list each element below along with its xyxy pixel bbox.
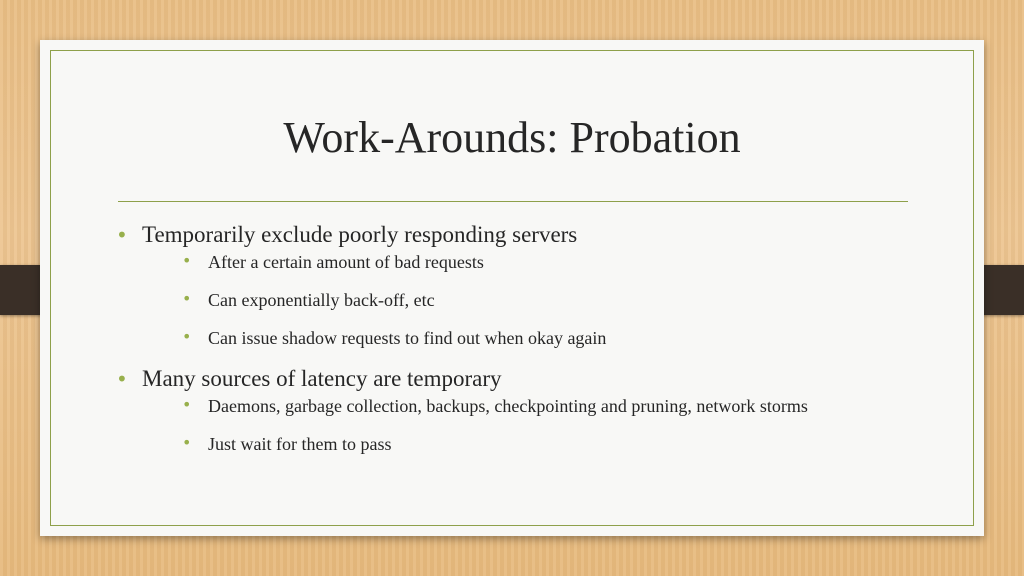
bullet-dot-icon: • [116,223,128,247]
bullet-dot-icon: • [116,367,128,391]
bullet-dot-icon: • [182,433,192,452]
sub-bullet-text: Just wait for them to pass [208,434,392,454]
bullet-text: Many sources of latency are temporary [142,366,502,391]
slide [40,40,984,536]
slide-title: Work-Arounds: Probation [283,113,741,162]
bullet-dot-icon: • [182,395,192,414]
bullet-dot-icon: • [182,251,192,270]
sub-bullet-text: Can issue shadow requests to find out when okay again [208,328,607,348]
slide-content [112,220,932,470]
bullet-item [112,364,932,456]
bullet-list [112,220,932,456]
bullet-dot-icon: • [182,289,192,308]
sub-bullet-item [170,394,932,418]
title-divider [118,201,908,202]
sub-bullet-item [170,250,932,274]
sub-bullet-text: After a certain amount of bad requests [208,252,484,272]
sub-bullet-item [170,326,932,350]
sub-bullet-text: Can exponentially back-off, etc [208,290,435,310]
sub-bullet-list [142,394,932,456]
bullet-item [112,220,932,350]
bullet-text: Temporarily exclude poorly responding servers [142,222,578,247]
sub-bullet-item [170,432,932,456]
sub-bullet-list [142,250,932,350]
bullet-dot-icon: • [182,327,192,346]
sub-bullet-item [170,288,932,312]
sub-bullet-text: Daemons, garbage collection, backups, checkpointing and pruning, network storms [208,396,808,416]
